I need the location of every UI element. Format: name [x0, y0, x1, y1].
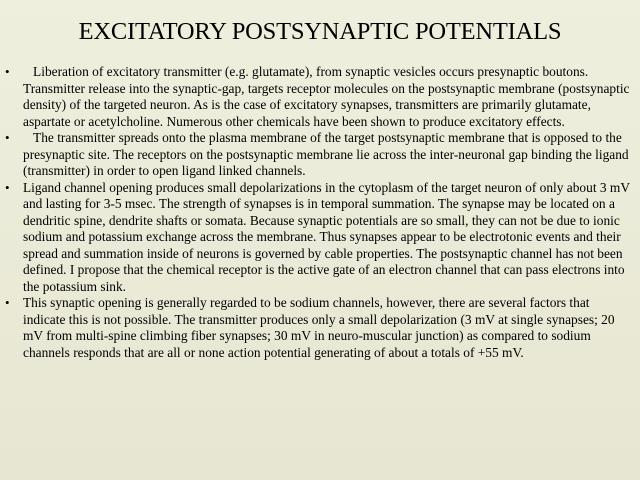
bullet-text: Liberation of excitatory transmitter (e.g. glutamate), from synaptic vesicles occurs presynaptic boutons. Transmitter release into the synaptic-gap, targets receptor molecules on the postsynaptic membrane (postsynaptic density) of the targeted neuron. As is the case of excitatory synapses, transmitters are primarily glutamate, aspartate or acetylcholine. Numerous other chemicals have been shown to produce excitatory effects.	[23, 64, 630, 129]
bullet-item	[7, 64, 631, 130]
bullet-text: The transmitter spreads onto the plasma membrane of the target postsynaptic membrane that is opposed to the presynaptic site. The receptors on the postsynaptic membrane lie across the inter-neuronal gap binding the ligand (transmitter) in order to open ligand linked channels.	[23, 130, 629, 178]
bullet-item	[7, 180, 631, 296]
bullet-icon: •	[5, 130, 10, 145]
bullet-text: Ligand channel opening produces small depolarizations in the cytoplasm of the target neuron of only about 3 mV and lasting for 3-5 msec. The strength of synapses is in temporal summation. The synapse may be located on a dendritic spine, dendrite shafts or somata. Because synaptic potentials are so small, they can not be due to ionic sodium and potassium exchange across the membrane. Thus synapses appear to be electrotonic events and their spread and summation inside of neurons is governed by cable properties. The postsynaptic channel has not been defined. I propose that the chemical receptor is the active gate of an electron channel that can pass electrons into the potassium sink.	[23, 179, 630, 294]
slide-title: EXCITATORY POSTSYNAPTIC POTENTIALS	[78, 18, 562, 45]
bullet-list	[7, 64, 631, 361]
bullet-icon: •	[5, 295, 10, 310]
bullet-icon: •	[5, 179, 10, 195]
bullet-item	[7, 295, 631, 361]
bullet-text: This synaptic opening is generally regarded to be sodium channels, however, there are several factors that indicate this is not possible. The transmitter produces only a small depolarization (3 mV at single synapses; 20 mV from multi-spine climbing fiber synapses; 30 mV in neuro-muscular junction) as compared to sodium channels responds that are all or none action potential generating of about a totals of +55 mV.	[23, 295, 615, 360]
bullet-icon: •	[5, 64, 10, 79]
bullet-item	[7, 130, 631, 180]
